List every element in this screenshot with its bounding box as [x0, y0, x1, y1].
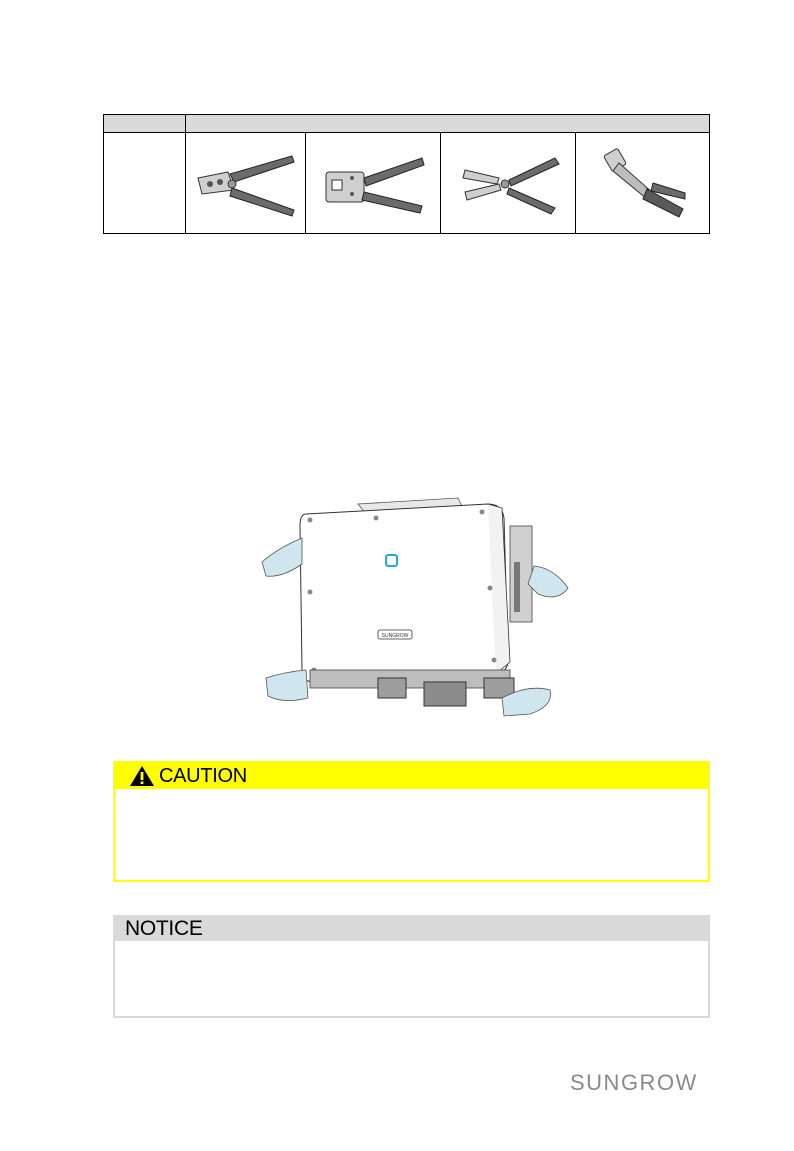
notice-header — [115, 917, 708, 941]
tools-table-header-cell — [186, 115, 710, 133]
device-nameplate-label: SUNGROW — [381, 633, 409, 639]
logo-text: SUNGROW — [570, 1070, 698, 1094]
wire-stripper-icon — [449, 148, 567, 218]
sungrow-logo — [570, 1070, 712, 1094]
notice-box — [113, 915, 710, 1018]
tool-cell-hydraulic-crimper — [576, 133, 710, 234]
tool-cell-wire-stripper — [441, 133, 576, 234]
hydraulic-crimper-icon — [593, 143, 693, 223]
tools-table-header-cell — [104, 115, 186, 133]
caution-box — [113, 761, 710, 882]
tool-cell-crimping-tool — [186, 133, 306, 234]
tools-table-header-row — [104, 115, 710, 133]
tools-table-label-cell — [104, 133, 186, 234]
inverter-handling-figure — [258, 492, 578, 732]
rj45-crimper-icon — [314, 148, 432, 218]
caution-header — [115, 763, 708, 789]
caution-title: CAUTION — [159, 765, 247, 787]
tools-table-row — [104, 133, 710, 234]
tools-table — [103, 114, 710, 234]
warning-triangle-icon — [129, 765, 155, 787]
tool-cell-rj45-crimper — [306, 133, 441, 234]
crimping-pliers-icon — [190, 148, 302, 218]
notice-title: NOTICE — [125, 917, 203, 940]
